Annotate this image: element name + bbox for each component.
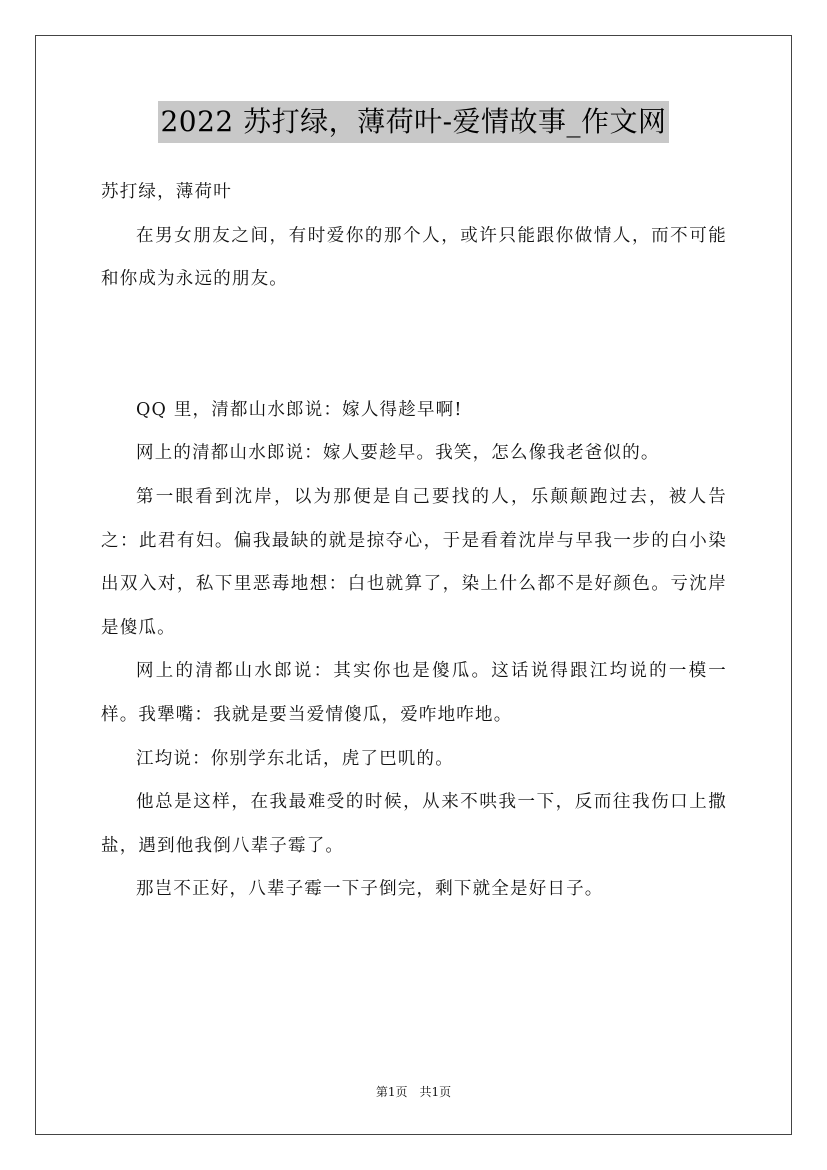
document-heading: 苏打绿，薄荷叶 <box>101 182 232 202</box>
document-title: 2022 苏打绿，薄荷叶-爱情故事_作文网 <box>158 101 668 143</box>
title-container <box>0 101 827 143</box>
page-footer <box>0 1083 827 1101</box>
paragraph: 第一眼看到沈岸，以为那便是自己要找的人，乐颠颠跑过去，被人告之：此君有妇。偏我最缺的就是掠夺心，于是看着沈岸与早我一步的白小染出双入对，私下里恶毒地想：白也就算了，染上什么都不是好颜色。亏沈岸是傻瓜。 <box>101 486 727 638</box>
paragraph: 那岂不正好，八辈子霉一下子倒完，剩下就全是好日子。 <box>136 879 604 900</box>
document-body <box>101 171 727 912</box>
paragraph: 网上的清都山水郎说：嫁人要趁早。我笑，怎么像我老爸似的。 <box>136 443 660 464</box>
paragraph: 网上的清都山水郎说：其实你也是傻瓜。这话说得跟江均说的一模一样。我犟嘴：我就是要当爱情傻瓜，爱咋地咋地。 <box>101 661 727 725</box>
paragraph: 江均说：你别学东北话，虎了巴叽的。 <box>136 748 454 769</box>
page-total: 共1页 <box>419 1085 452 1099</box>
paragraph: 在男女朋友之间，有时爱你的那个人，或许只能跟你做情人，而不可能和你成为永远的朋友。 <box>101 225 727 290</box>
paragraph: 他总是这样，在我最难受的时候，从来不哄我一下，反而往我伤口上撒盐，遇到他我倒八辈子霉了。 <box>101 792 727 856</box>
blank-line <box>101 302 727 389</box>
page-number: 第1页 <box>375 1085 408 1099</box>
paragraph: QQ 里，清都山水郎说：嫁人得趁早啊! <box>136 399 463 420</box>
